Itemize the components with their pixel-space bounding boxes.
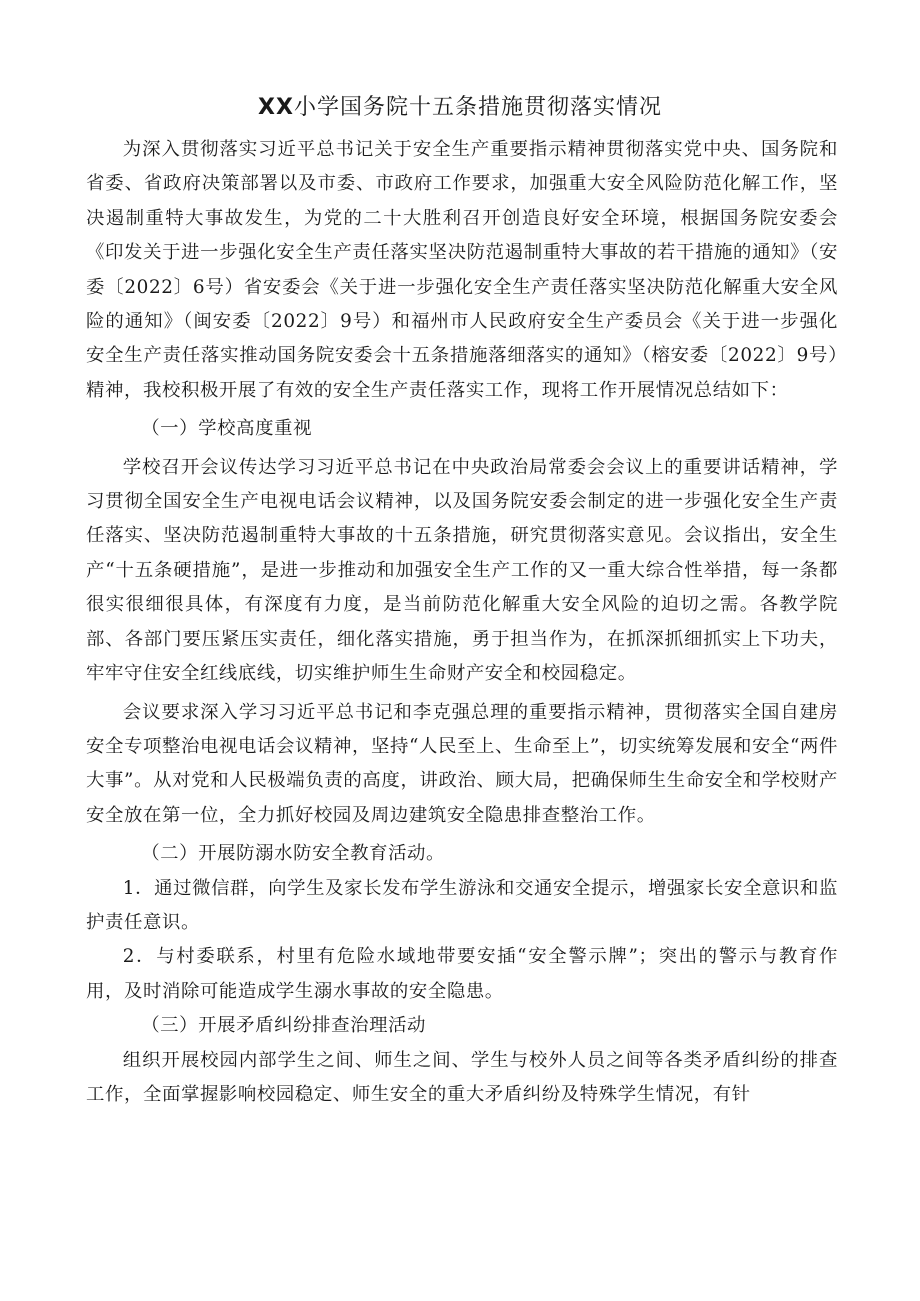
section2-item-1: 1．通过微信群，向学生及家长发布学生游泳和交通安全提示，增强家长安全意识和监护责任意识。 <box>86 877 838 933</box>
section3-heading: （三）开展矛盾纠纷排查治理活动 <box>141 1015 427 1037</box>
section2-item-2: 2．与村委联系，村里有危险水域地带要安插“安全警示牌”；突出的警示与教育作用，及时消除可能造成学生溺水事故的安全隐患。 <box>86 946 838 1002</box>
section1-paragraph-2: 会议要求深入学习习近平总书记和李克强总理的重要指示精神，贯彻落实全国自建房安全专项整治电视电话会议精神，坚持“人民至上、生命至上”，切实统筹发展和安全“两件大事”。从对党和人民极端负责的高度，讲政治、顾大局，把确保师生生命安全和学校财产安全放在第一位，全力抓好校园及周边建筑安全隐患排查整治工作。 <box>86 701 838 826</box>
intro-paragraph: 为深入贯彻落实习近平总书记关于安全生产重要指示精神贯彻落实党中央、国务院和省委、省政府决策部署以及市委、市政府工作要求，加强重大安全风险防范化解工作，坚决遏制重特大事故发生，为党的二十大胜利召开创造良好安全环境，根据国务院安委会《印发关于进一步强化安全生产责任落实坚决防范遏制重特大事故的若干措施的通知》（安委〔2022〕6号）省安委会《关于进一步强化安全生产责任落实坚决防范化解重大安全风险的通知》（闽安委〔2022〕9号）和福州市人民政府安全生产委员会《关于进一步强化安全生产责任落实推动国务院安委会十五条措施落细落实的通知》（榕安委〔2022〕9号）精神，我校积极开展了有效的安全生产责任落实工作，现将工作开展情况总结如下： <box>86 139 838 401</box>
title-prefix: XX <box>258 95 294 120</box>
section3-paragraph-1: 组织开展校园内部学生之间、师生之间、学生与校外人员之间等各类矛盾纠纷的排查工作，全面掌握影响校园稳定、师生安全的重大矛盾纠纷及特殊学生情况，有针 <box>86 1049 838 1105</box>
section1-paragraph-1: 学校召开会议传达学习习近平总书记在中央政治局常委会会议上的重要讲话精神，学习贯彻全国安全生产电视电话会议精神，以及国务院安委会制定的进一步强化安全生产责任落实、坚决防范遏制重特大事故的十五条措施，研究贯彻落实意见。会议指出，安全生产“十五条硬措施”，是进一步推动和加强安全生产工作的又一重大综合性举措，每一条都很实很细很具体，有深度有力度，是当前防范化解重大安全风险的迫切之需。各教学院部、各部门要压紧压实责任，细化落实措施，勇于担当作为，在抓深抓细抓实上下功夫，牢牢守住安全红线底线，切实维护师生生命财产安全和校园稳定。 <box>86 456 838 685</box>
section2-heading: （二）开展防溺水防安全教育活动。 <box>141 843 446 865</box>
document-body <box>86 133 838 1112</box>
title-text: 小学国务院十五条措施贯彻落实情况 <box>293 95 662 120</box>
section1-heading: （一）学校高度重视 <box>141 418 313 440</box>
document-title <box>0 92 920 124</box>
